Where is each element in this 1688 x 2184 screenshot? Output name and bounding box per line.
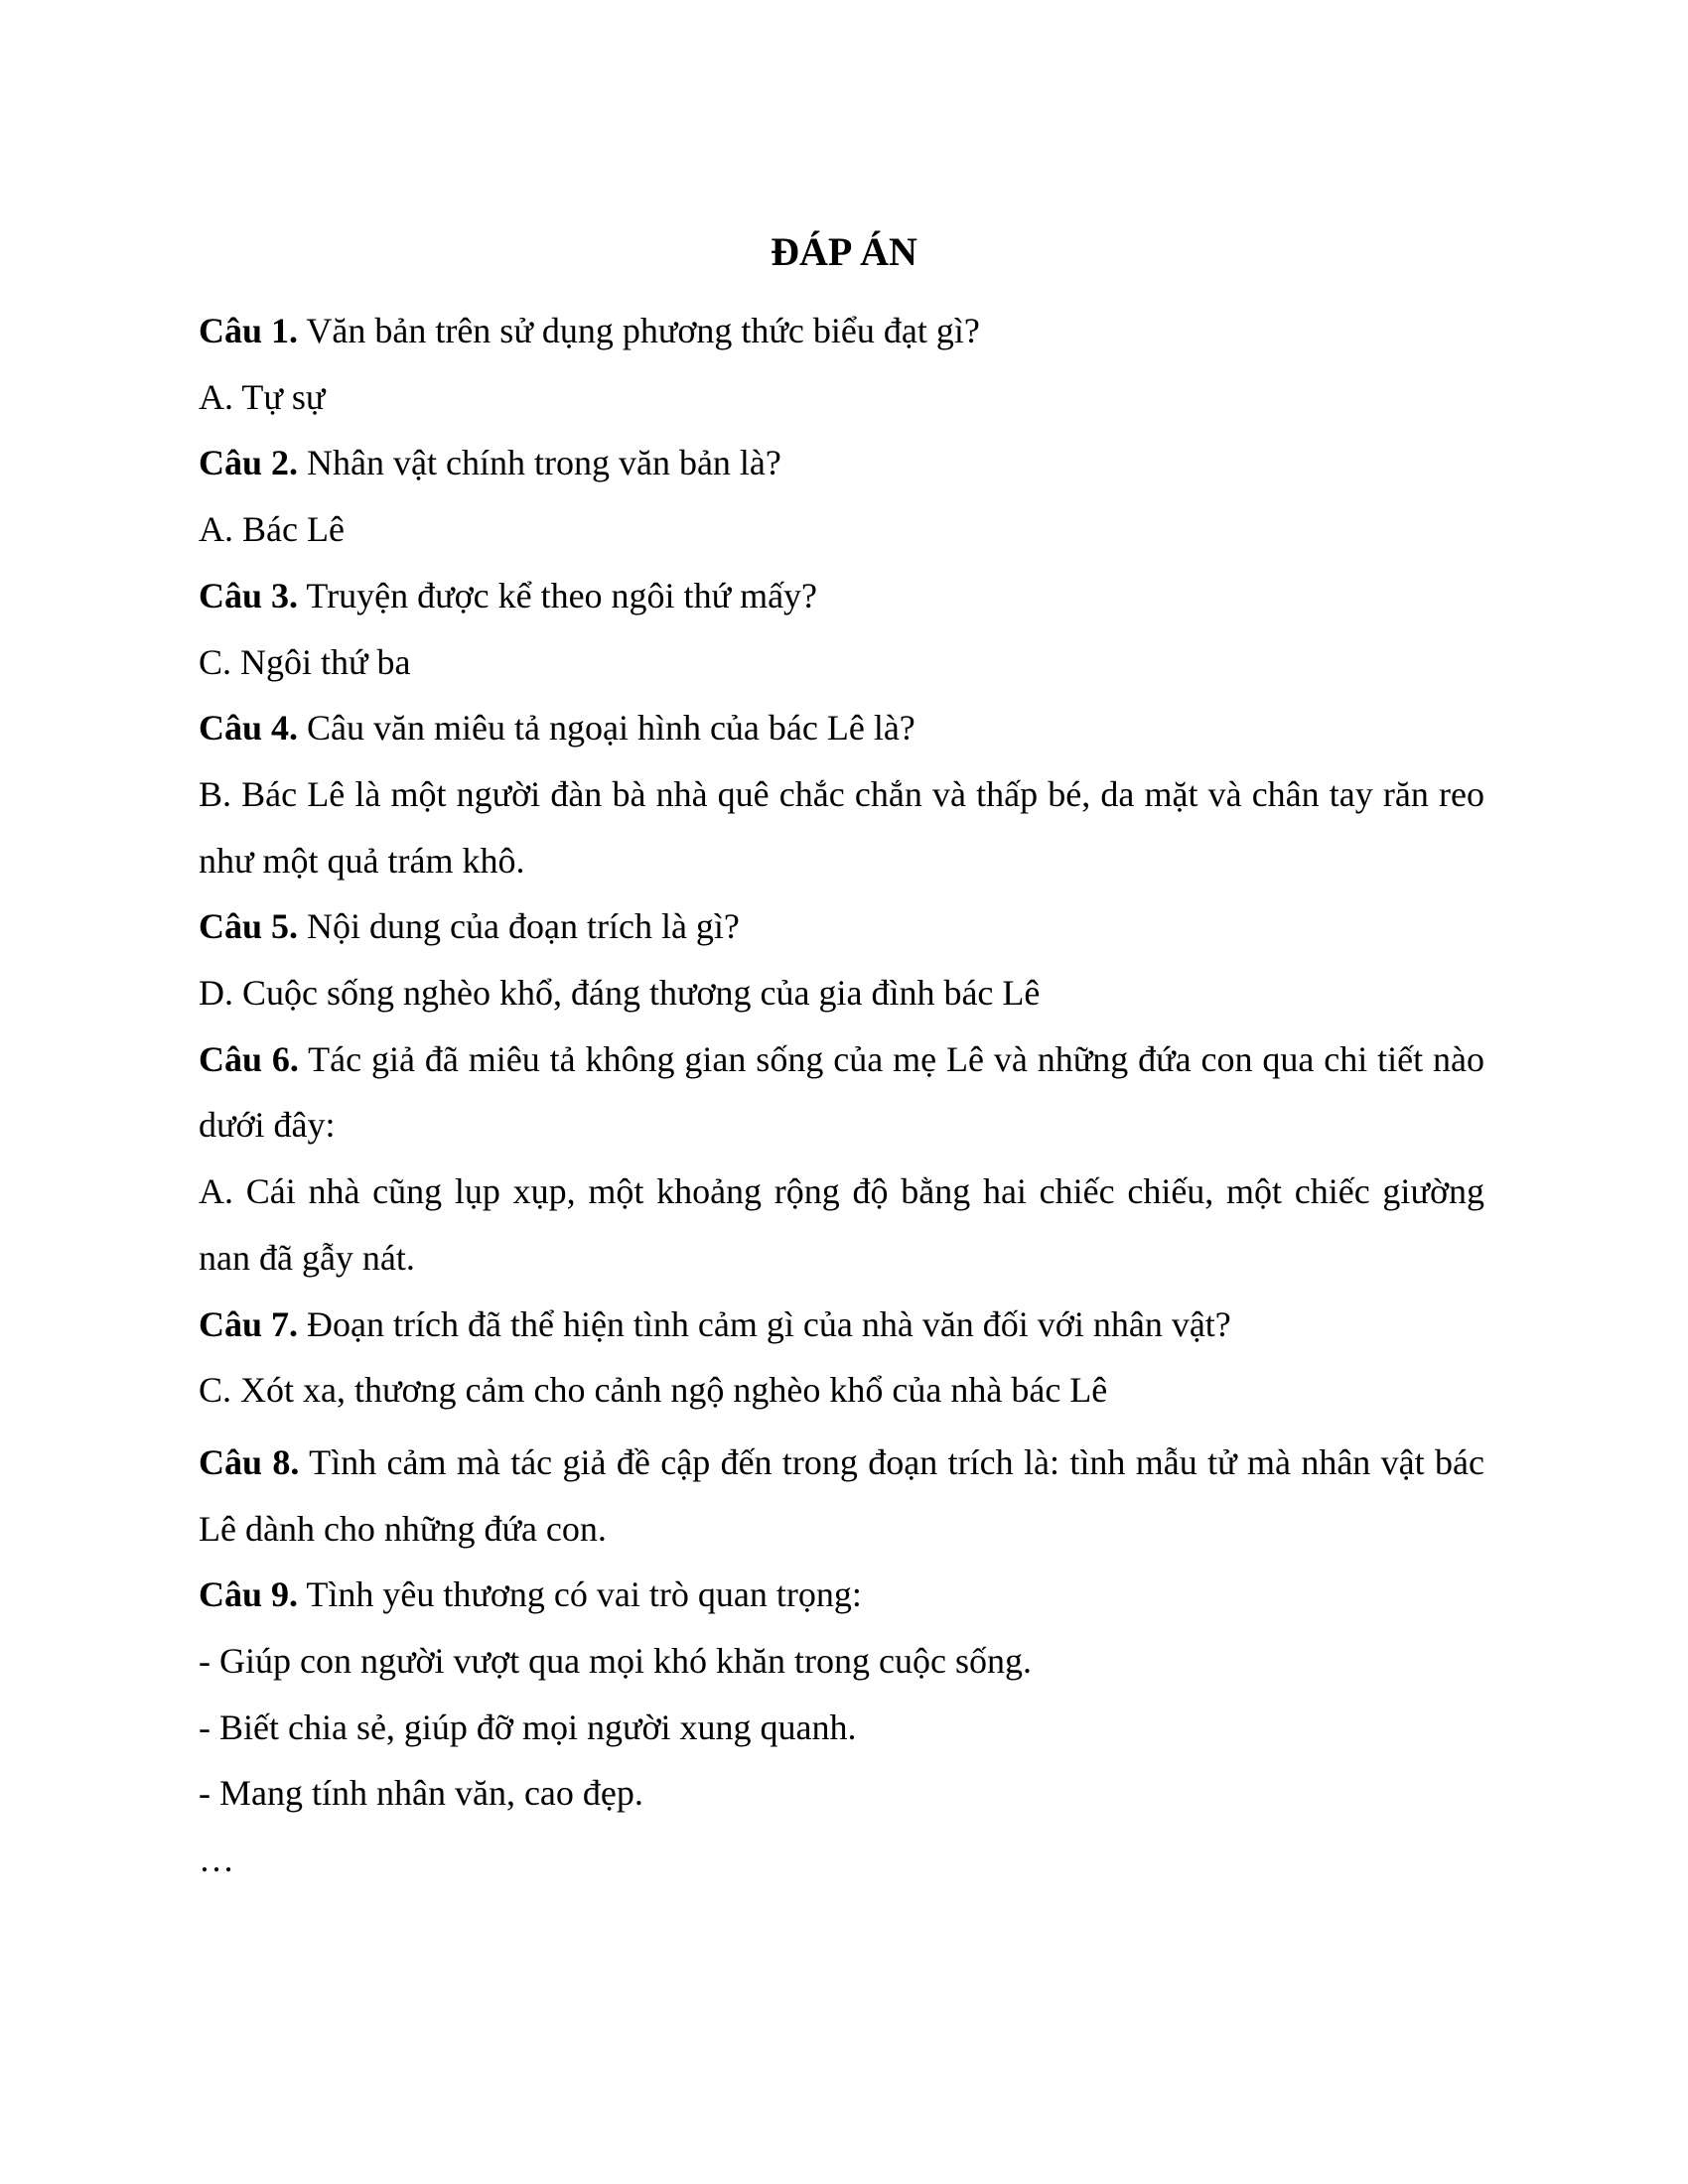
question-3-text: Truyện được kể theo ngôi thứ mấy?	[298, 575, 818, 615]
answer-3: C. Ngôi thứ ba	[199, 641, 411, 682]
page-title: ĐÁP ÁN	[771, 229, 917, 274]
question-8	[199, 1430, 1484, 1562]
answer-2: A. Bác Lê	[199, 509, 345, 550]
question-8-label: Câu 8.	[199, 1441, 300, 1482]
question-4-label: Câu 4.	[199, 708, 299, 749]
ellipsis: …	[199, 1840, 234, 1880]
question-9-label: Câu 9.	[199, 1574, 299, 1615]
question-5-text: Nội dung của đoạn trích là gì?	[298, 906, 740, 947]
question-4-text: Câu văn miêu tả ngoại hình của bác Lê là?	[298, 708, 915, 749]
question-9-point-2: - Biết chia sẻ, giúp đỡ mọi người xung quanh.	[199, 1706, 857, 1747]
question-2	[199, 430, 1484, 496]
question-4	[199, 695, 1484, 761]
question-1-label: Câu 1.	[199, 311, 299, 350]
question-7-text: Đoạn trích đã thể hiện tình cảm gì của nhà văn đối với nhân vật?	[298, 1303, 1231, 1344]
question-8-text: Tình cảm mà tác giả đề cập đến trong đoạn trích là: tình mẫu tử mà nhân vật bác Lê dành cho những đứa con.	[199, 1441, 1484, 1549]
question-2-label: Câu 2.	[199, 443, 299, 483]
answer-key-page	[199, 216, 1484, 1893]
question-9-point-3: - Mang tính nhân văn, cao đẹp.	[199, 1773, 643, 1814]
question-5-label: Câu 5.	[199, 906, 299, 947]
answer-5: D. Cuộc sống nghèo khổ, đáng thương của gia đình bác Lê	[199, 973, 1041, 1014]
answer-1: A. Tự sự	[199, 376, 326, 417]
question-7-label: Câu 7.	[199, 1303, 299, 1344]
question-5	[199, 893, 1484, 960]
question-7	[199, 1292, 1484, 1358]
question-3-label: Câu 3.	[199, 575, 299, 615]
question-6-text: Tác giả đã miêu tả không gian sống của mẹ Lê và những đứa con qua chi tiết nào dưới đây:	[199, 1038, 1484, 1146]
question-9-point-1: - Giúp con người vượt qua mọi khó khăn trong cuộc sống.	[199, 1641, 1032, 1682]
question-9-text: Tình yêu thương có vai trò quan trọng:	[298, 1574, 862, 1615]
question-6-label: Câu 6.	[199, 1038, 299, 1079]
answer-4: B. Bác Lê là một người đàn bà nhà quê chắc chắn và thấp bé, da mặt và chân tay răn reo như một quả trám khô.	[199, 773, 1484, 881]
question-3	[199, 563, 1484, 629]
answer-7: C. Xót xa, thương cảm cho cảnh ngộ nghèo khổ của nhà bác Lê	[199, 1370, 1108, 1411]
question-1	[199, 298, 1484, 364]
question-2-text: Nhân vật chính trong văn bản là?	[298, 443, 781, 483]
question-9	[199, 1562, 1484, 1628]
answer-6: A. Cái nhà cũng lụp xụp, một khoảng rộng độ bằng hai chiếc chiếu, một chiếc giường nan đã gẫy nát.	[199, 1171, 1484, 1278]
question-1-text: Văn bản trên sử dụng phương thức biểu đạt gì?	[298, 311, 980, 350]
question-6	[199, 1026, 1484, 1159]
